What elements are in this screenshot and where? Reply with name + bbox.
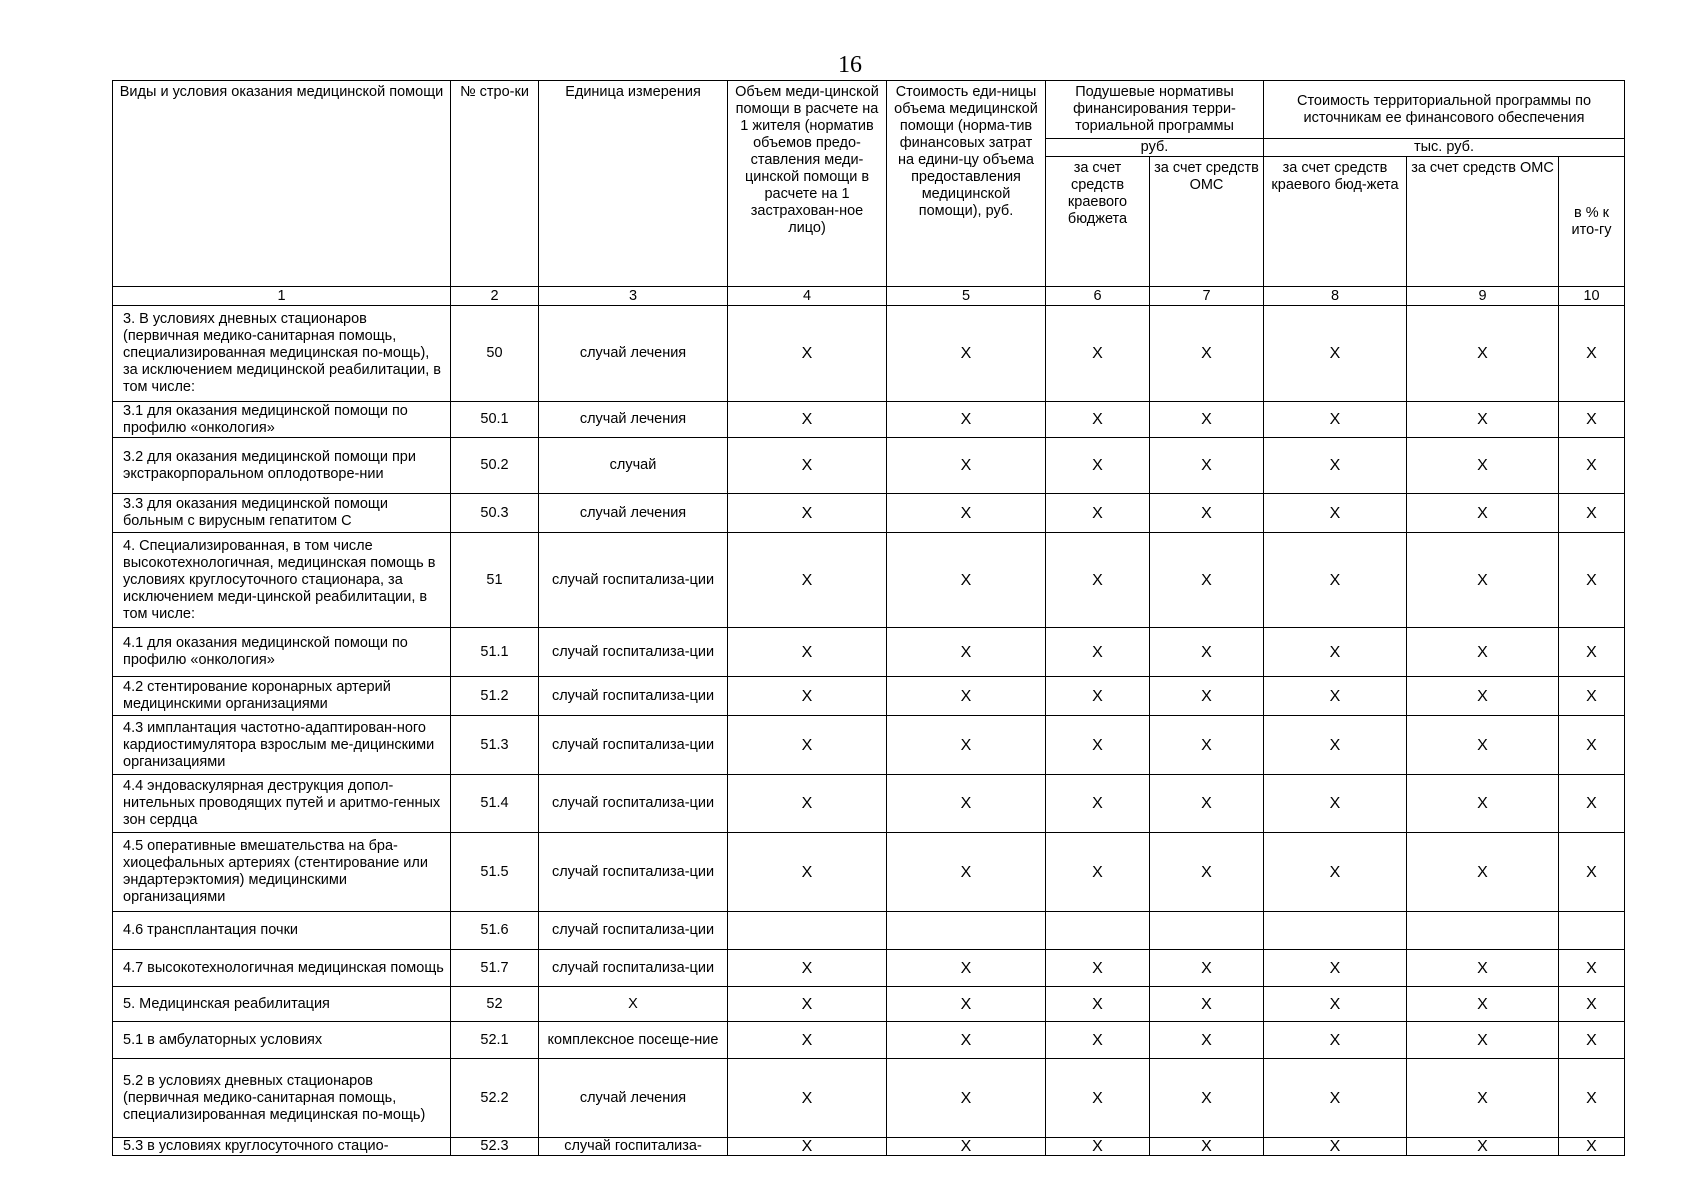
row-unit: случай лечения xyxy=(539,494,728,533)
value-col5: Х xyxy=(887,306,1046,402)
column-number: 4 xyxy=(728,287,887,306)
value-col6: Х xyxy=(1046,716,1150,775)
row-unit: случай госпитализа- xyxy=(539,1138,728,1156)
value-col8: Х xyxy=(1264,402,1407,438)
row-number: 50.2 xyxy=(451,438,539,494)
value-col9: Х xyxy=(1407,1022,1559,1059)
value-col9: Х xyxy=(1407,533,1559,628)
header-row-1 xyxy=(113,81,1625,139)
row-name: 4.5 оперативные вмешательства на бра-хиоцефальных артериях (стентирование или эндартерэктомия) медицинскими организациями xyxy=(113,833,451,912)
value-col9: Х xyxy=(1407,1059,1559,1138)
value-col4: Х xyxy=(728,1138,887,1156)
row-name: 5.2 в условиях дневных стационаров (первичная медико-санитарная помощь, специализированная медицинская по-мощь) xyxy=(113,1059,451,1138)
table-row xyxy=(113,628,1625,677)
row-number: 51.2 xyxy=(451,677,539,716)
value-col4: Х xyxy=(728,1022,887,1059)
value-col10: Х xyxy=(1559,1138,1625,1156)
value-col9: Х xyxy=(1407,716,1559,775)
value-col5: Х xyxy=(887,775,1046,833)
row-name: 5.3 в условиях круглосуточного стацио- xyxy=(113,1138,451,1156)
value-col4: Х xyxy=(728,677,887,716)
row-number: 51 xyxy=(451,533,539,628)
value-col9: Х xyxy=(1407,775,1559,833)
value-col8: Х xyxy=(1264,716,1407,775)
value-col10 xyxy=(1559,912,1625,950)
table-row xyxy=(113,494,1625,533)
header-col7: за счет средств ОМС xyxy=(1150,157,1264,287)
column-number: 1 xyxy=(113,287,451,306)
row-number: 51.4 xyxy=(451,775,539,833)
value-col7: Х xyxy=(1150,628,1264,677)
value-col6: Х xyxy=(1046,775,1150,833)
row-unit: случай госпитализа-ции xyxy=(539,533,728,628)
table-row xyxy=(113,775,1625,833)
table-row xyxy=(113,833,1625,912)
value-col6 xyxy=(1046,912,1150,950)
value-col10: Х xyxy=(1559,716,1625,775)
row-number: 51.7 xyxy=(451,950,539,987)
table-row xyxy=(113,1022,1625,1059)
row-number: 51.6 xyxy=(451,912,539,950)
row-name: 4.2 стентирование коронарных артерий медицинскими организациями xyxy=(113,677,451,716)
table-row xyxy=(113,716,1625,775)
row-number: 51.5 xyxy=(451,833,539,912)
header-rub: руб. xyxy=(1046,139,1264,157)
value-col8: Х xyxy=(1264,1059,1407,1138)
row-number: 50.1 xyxy=(451,402,539,438)
row-unit: случай госпитализа-ции xyxy=(539,912,728,950)
row-unit: случай xyxy=(539,438,728,494)
row-number: 51.3 xyxy=(451,716,539,775)
table-row xyxy=(113,438,1625,494)
value-col8: Х xyxy=(1264,987,1407,1022)
value-col7: Х xyxy=(1150,1022,1264,1059)
row-name: 3.3 для оказания медицинской помощи больным с вирусным гепатитом С xyxy=(113,494,451,533)
header-col6: за счет средств краевого бюджета xyxy=(1046,157,1150,287)
page-number: 16 xyxy=(838,52,862,78)
value-col7: Х xyxy=(1150,533,1264,628)
value-col6: Х xyxy=(1046,1022,1150,1059)
value-col10: Х xyxy=(1559,306,1625,402)
header-col9: за счет средств ОМС xyxy=(1407,157,1559,287)
value-col5: Х xyxy=(887,1059,1046,1138)
value-col4: Х xyxy=(728,950,887,987)
value-col4: Х xyxy=(728,494,887,533)
header-thous-rub: тыс. руб. xyxy=(1264,139,1625,157)
value-col5 xyxy=(887,912,1046,950)
value-col8: Х xyxy=(1264,1138,1407,1156)
row-number: 50.3 xyxy=(451,494,539,533)
value-col8: Х xyxy=(1264,1022,1407,1059)
value-col4 xyxy=(728,912,887,950)
value-col6: Х xyxy=(1046,1059,1150,1138)
column-numbers-row xyxy=(113,287,1625,306)
table-row xyxy=(113,950,1625,987)
row-unit: случай госпитализа-ции xyxy=(539,833,728,912)
header-cost-group: Стоимость территориальной программы по источникам ее финансового обеспечения xyxy=(1264,81,1625,139)
value-col8: Х xyxy=(1264,950,1407,987)
row-number: 52 xyxy=(451,987,539,1022)
value-col9: Х xyxy=(1407,306,1559,402)
value-col5: Х xyxy=(887,628,1046,677)
row-number: 52.2 xyxy=(451,1059,539,1138)
value-col4: Х xyxy=(728,628,887,677)
value-col8: Х xyxy=(1264,775,1407,833)
value-col6: Х xyxy=(1046,438,1150,494)
row-unit: случай госпитализа-ции xyxy=(539,628,728,677)
value-col10: Х xyxy=(1559,1059,1625,1138)
value-col7 xyxy=(1150,912,1264,950)
column-number: 9 xyxy=(1407,287,1559,306)
value-col7: Х xyxy=(1150,1059,1264,1138)
value-col6: Х xyxy=(1046,1138,1150,1156)
row-name: 4.7 высокотехнологичная медицинская помощь xyxy=(113,950,451,987)
value-col5: Х xyxy=(887,438,1046,494)
value-col7: Х xyxy=(1150,716,1264,775)
value-col9: Х xyxy=(1407,438,1559,494)
column-number: 3 xyxy=(539,287,728,306)
column-number: 7 xyxy=(1150,287,1264,306)
value-col7: Х xyxy=(1150,775,1264,833)
value-col4: Х xyxy=(728,533,887,628)
value-col8: Х xyxy=(1264,833,1407,912)
row-unit: случай лечения xyxy=(539,402,728,438)
value-col8 xyxy=(1264,912,1407,950)
header-col3: Единица измерения xyxy=(539,81,728,287)
value-col9: Х xyxy=(1407,833,1559,912)
value-col9: Х xyxy=(1407,494,1559,533)
row-name: 4.6 трансплантация почки xyxy=(113,912,451,950)
value-col8: Х xyxy=(1264,533,1407,628)
row-name: 4.4 эндоваскулярная деструкция допол-нительных проводящих путей и аритмо-генных зон сердца xyxy=(113,775,451,833)
column-number: 8 xyxy=(1264,287,1407,306)
table-row xyxy=(113,1138,1625,1156)
value-col4: Х xyxy=(728,716,887,775)
value-col5: Х xyxy=(887,494,1046,533)
value-col10: Х xyxy=(1559,775,1625,833)
table-row xyxy=(113,1059,1625,1138)
value-col7: Х xyxy=(1150,833,1264,912)
value-col6: Х xyxy=(1046,950,1150,987)
row-unit: случай госпитализа-ции xyxy=(539,775,728,833)
value-col4: Х xyxy=(728,306,887,402)
row-unit: случай лечения xyxy=(539,306,728,402)
row-unit: случай госпитализа-ции xyxy=(539,677,728,716)
header-col2: № стро-ки xyxy=(451,81,539,287)
value-col5: Х xyxy=(887,677,1046,716)
value-col7: Х xyxy=(1150,402,1264,438)
value-col10: Х xyxy=(1559,677,1625,716)
value-col5: Х xyxy=(887,716,1046,775)
header-col1: Виды и условия оказания медицинской помощи xyxy=(113,81,451,287)
value-col7: Х xyxy=(1150,987,1264,1022)
row-number: 50 xyxy=(451,306,539,402)
row-name: 3.2 для оказания медицинской помощи при экстракорпоральном оплодотворе-нии xyxy=(113,438,451,494)
row-number: 52.3 xyxy=(451,1138,539,1156)
value-col6: Х xyxy=(1046,628,1150,677)
column-number: 6 xyxy=(1046,287,1150,306)
value-col4: Х xyxy=(728,775,887,833)
value-col9: Х xyxy=(1407,950,1559,987)
value-col6: Х xyxy=(1046,533,1150,628)
value-col7: Х xyxy=(1150,438,1264,494)
value-col6: Х xyxy=(1046,494,1150,533)
value-col8: Х xyxy=(1264,306,1407,402)
value-col5: Х xyxy=(887,950,1046,987)
row-name: 4.3 имплантация частотно-адаптирован-ного кардиостимулятора взрослым ме-дицинскими организациями xyxy=(113,716,451,775)
value-col7: Х xyxy=(1150,306,1264,402)
value-col9: Х xyxy=(1407,628,1559,677)
value-col10: Х xyxy=(1559,533,1625,628)
value-col6: Х xyxy=(1046,402,1150,438)
row-name: 5. Медицинская реабилитация xyxy=(113,987,451,1022)
medical-care-table xyxy=(112,80,1625,1156)
table-row xyxy=(113,306,1625,402)
value-col10: Х xyxy=(1559,987,1625,1022)
table-row xyxy=(113,402,1625,438)
value-col10: Х xyxy=(1559,950,1625,987)
value-col9: Х xyxy=(1407,1138,1559,1156)
value-col10: Х xyxy=(1559,402,1625,438)
value-col8: Х xyxy=(1264,494,1407,533)
value-col4: Х xyxy=(728,1059,887,1138)
value-col9: Х xyxy=(1407,402,1559,438)
value-col4: Х xyxy=(728,402,887,438)
value-col7: Х xyxy=(1150,1138,1264,1156)
value-col6: Х xyxy=(1046,306,1150,402)
value-col10: Х xyxy=(1559,438,1625,494)
value-col6: Х xyxy=(1046,987,1150,1022)
row-number: 51.1 xyxy=(451,628,539,677)
value-col8: Х xyxy=(1264,677,1407,716)
value-col10: Х xyxy=(1559,833,1625,912)
row-name: 5.1 в амбулаторных условиях xyxy=(113,1022,451,1059)
row-name: 4.1 для оказания медицинской помощи по профилю «онкология» xyxy=(113,628,451,677)
row-name: 4. Специализированная, в том числе высокотехнологичная, медицинская помощь в условиях круглосуточного стационара, за исключением меди-цинской реабилитации, в том числе: xyxy=(113,533,451,628)
header-col5: Стоимость еди-ницы объема медицинской помощи (норма-тив финансовых затрат на едини-цу объема предоставления медицинской помощи), руб. xyxy=(887,81,1046,287)
row-unit: случай госпитализа-ции xyxy=(539,716,728,775)
value-col10: Х xyxy=(1559,628,1625,677)
table-row xyxy=(113,912,1625,950)
row-name: 3.1 для оказания медицинской помощи по профилю «онкология» xyxy=(113,402,451,438)
table-row xyxy=(113,533,1625,628)
column-number: 10 xyxy=(1559,287,1625,306)
row-unit: комплексное посеще-ние xyxy=(539,1022,728,1059)
value-col5: Х xyxy=(887,402,1046,438)
table-row xyxy=(113,677,1625,716)
value-col9: Х xyxy=(1407,677,1559,716)
column-number: 2 xyxy=(451,287,539,306)
value-col7: Х xyxy=(1150,677,1264,716)
value-col4: Х xyxy=(728,833,887,912)
value-col9 xyxy=(1407,912,1559,950)
row-number: 52.1 xyxy=(451,1022,539,1059)
row-unit: случай лечения xyxy=(539,1059,728,1138)
header-per-capita-group: Подушевые нормативы финансирования терри-ториальной программы xyxy=(1046,81,1264,139)
table-row xyxy=(113,987,1625,1022)
value-col5: Х xyxy=(887,987,1046,1022)
value-col5: Х xyxy=(887,833,1046,912)
value-col5: Х xyxy=(887,533,1046,628)
value-col8: Х xyxy=(1264,438,1407,494)
row-unit: Х xyxy=(539,987,728,1022)
value-col9: Х xyxy=(1407,987,1559,1022)
header-col8: за счет средств краевого бюд-жета xyxy=(1264,157,1407,287)
value-col4: Х xyxy=(728,987,887,1022)
header-col10: в % к ито-гу xyxy=(1559,157,1625,287)
value-col10: Х xyxy=(1559,1022,1625,1059)
row-name: 3. В условиях дневных стационаров (первичная медико-санитарная помощь, специализированная медицинская по-мощь), за исключением медицинской реабилитации, в том числе: xyxy=(113,306,451,402)
header-col4: Объем меди-цинской помощи в расчете на 1 жителя (норматив объемов предо-ставления меди-цинской помощи в расчете на 1 застрахован-ное лицо) xyxy=(728,81,887,287)
value-col7: Х xyxy=(1150,950,1264,987)
value-col5: Х xyxy=(887,1138,1046,1156)
value-col4: Х xyxy=(728,438,887,494)
value-col10: Х xyxy=(1559,494,1625,533)
row-unit: случай госпитализа-ции xyxy=(539,950,728,987)
value-col6: Х xyxy=(1046,833,1150,912)
column-number: 5 xyxy=(887,287,1046,306)
value-col8: Х xyxy=(1264,628,1407,677)
value-col5: Х xyxy=(887,1022,1046,1059)
value-col7: Х xyxy=(1150,494,1264,533)
value-col6: Х xyxy=(1046,677,1150,716)
